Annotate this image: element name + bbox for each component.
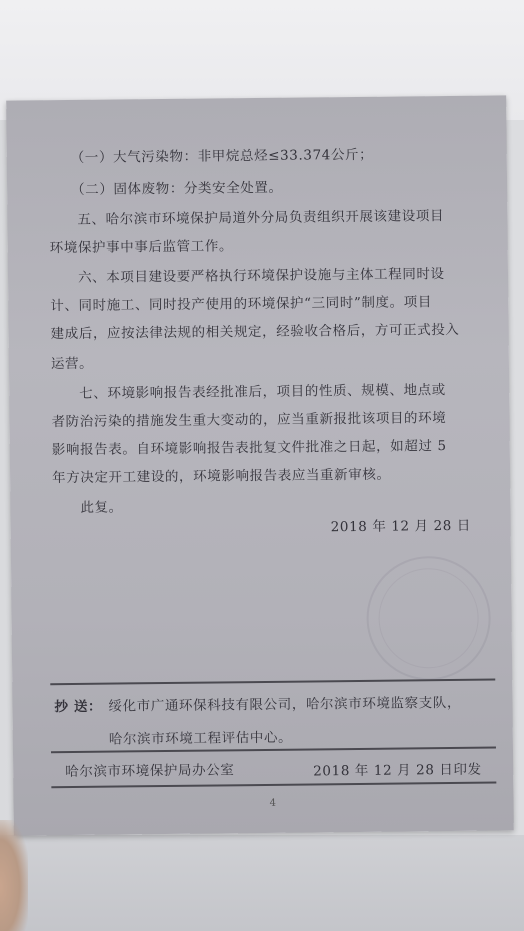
body-line-10: 者防治污染的措施发生重大变动的，应当重新报批该项目的环境 xyxy=(51,410,447,431)
cc-line-1: 绥化市广通环保科技有限公司，哈尔滨市环境监察支队， xyxy=(108,694,462,715)
cc-label: 抄 送： xyxy=(54,698,103,716)
issue-date: 2018 年 12 月 28 日印发 xyxy=(313,761,482,780)
body-line-8: 运营。 xyxy=(50,355,94,373)
document-page xyxy=(6,95,514,835)
footer-top-rule xyxy=(50,679,495,685)
body-line-9: 七、环境影响报告表经批准后，项目的性质、规模、地点或 xyxy=(79,382,446,402)
body-line-5: 六、本项目建设要严格执行环境保护设施与主体工程同时设 xyxy=(77,266,445,286)
page-number: 4 xyxy=(269,797,276,809)
footer-bottom-rule xyxy=(51,782,496,788)
body-line-3: 五、哈尔滨市环境保护局道外分局负责组织开展该建设项目 xyxy=(77,208,445,228)
body-line-11: 影响报告表。自环境影响报告表批复文件批准之日起，如超过 5 xyxy=(51,438,447,459)
official-seal xyxy=(366,556,491,681)
body-line-13: 此复。 xyxy=(80,499,123,516)
body-line-2: （二）固体废物：分类安全处置。 xyxy=(71,179,283,198)
table-surface xyxy=(0,835,524,931)
signature-date: 2018 年 12 月 28 日 xyxy=(330,517,472,536)
body-line-6: 计、同时施工、同时投产使用的环境保护“三同时”制度。项目 xyxy=(50,294,432,315)
body-line-12: 年方决定开工建设的，环境影响报告表应当重新审核。 xyxy=(52,466,391,487)
body-line-1: （一）大气污染物：非甲烷总烃≤33.374公斤； xyxy=(70,146,374,166)
cc-line-2: 哈尔滨市环境工程评估中心。 xyxy=(108,729,293,748)
body-line-7: 建成后，应按法律法规的相关规定，经验收合格后，方可正式投入 xyxy=(50,321,460,343)
issuer-name: 哈尔滨市环境保护局办公室 xyxy=(65,762,235,781)
body-line-4: 环境保护事中事后监管工作。 xyxy=(49,238,234,257)
finger-edge xyxy=(0,820,28,931)
